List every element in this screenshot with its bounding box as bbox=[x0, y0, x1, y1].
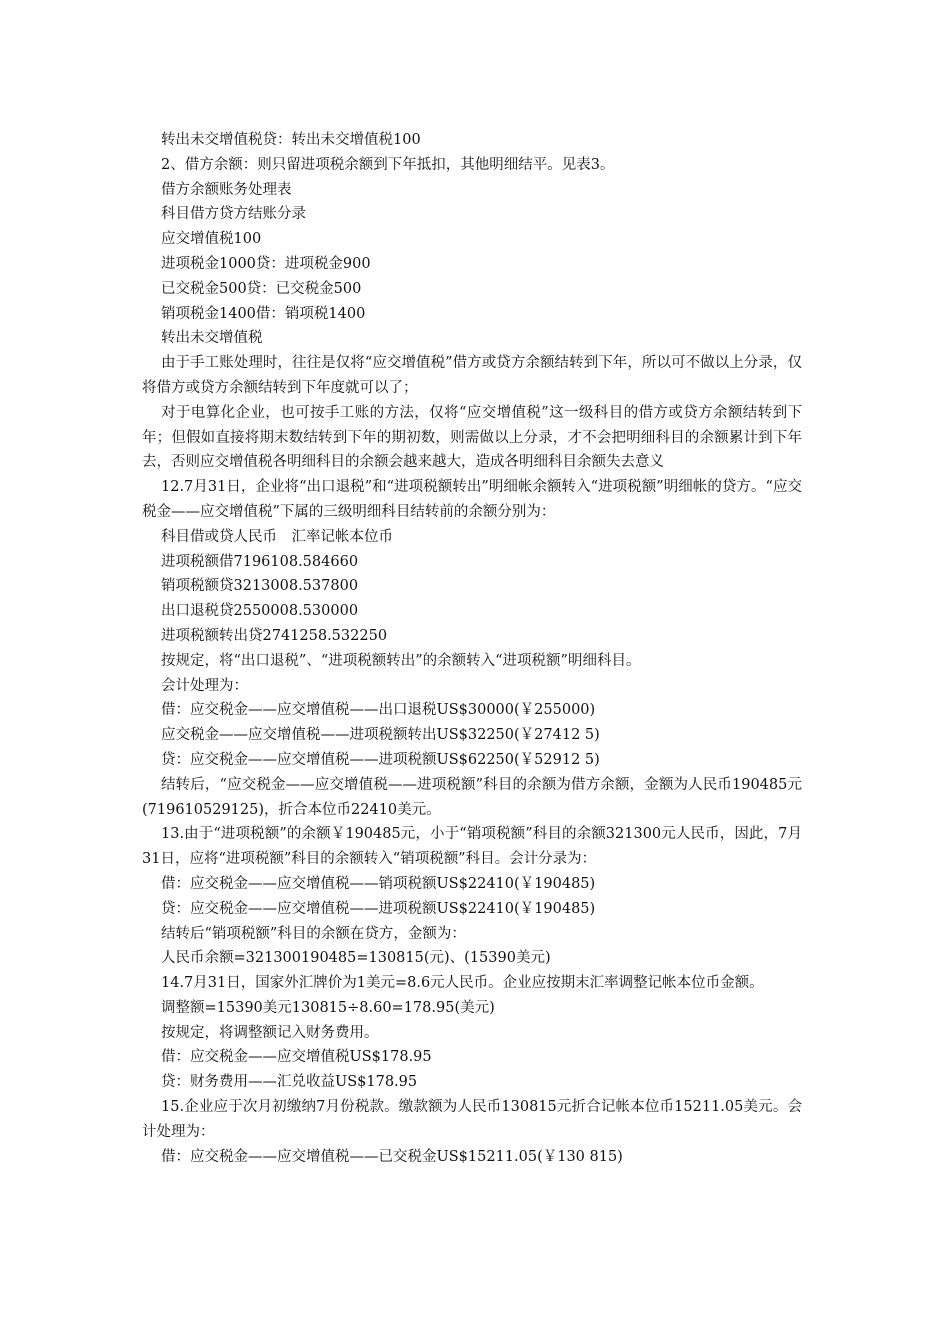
paragraph: 按规定，将调整额记入财务费用。 bbox=[161, 1024, 379, 1041]
paragraph: 借：应交税金——应交增值税US$178.95 bbox=[161, 1049, 432, 1066]
paragraph: 进项税额转出贷2741258.532250 bbox=[161, 627, 388, 644]
paragraph: 已交税金500贷：已交税金500 bbox=[161, 280, 362, 297]
paragraph: 会计处理为： bbox=[161, 677, 248, 694]
paragraph: 销项税金1400借：销项税1400 bbox=[161, 305, 366, 322]
paragraph: 进项税金1000贷：进项税金900 bbox=[161, 255, 371, 272]
paragraph: 出口退税贷2550008.530000 bbox=[161, 603, 359, 620]
paragraph: 应交税金——应交增值税——进项税额转出US$32250(￥27412 5) bbox=[161, 727, 600, 744]
paragraph: 应交增值税100 bbox=[161, 231, 262, 248]
paragraph: 由于手工账处理时，往往是仅将“应交增值税”借方或贷方余额结转到下年，所以可不做以上分录，仅将借方或贷方余额结转到下年度就可以了； bbox=[142, 355, 802, 396]
paragraph: 13.由于“进项税额”的余额￥190485元，小于“销项税额”科目的余额321300元人民币，因此，7月31日，应将“进项税额”科目的余额转入“销项税额”科目。会计分录为： bbox=[142, 826, 802, 868]
paragraph: 2、借方余额：则只留进项税余额到下年抵扣，其他明细结平。见表3。 bbox=[161, 156, 615, 173]
paragraph: 14.7月31日，国家外汇牌价为1美元=8.6元人民币。企业应按期末汇率调整记帐本位币金额。 bbox=[161, 975, 764, 992]
paragraph: 12.7月31日，企业将“出口退税”和“进项税额转出”明细帐余额转入“进项税额”明细帐的贷方。“应交税金——应交增值税”下属的三级明细科目结转前的余额分别为： bbox=[142, 479, 802, 520]
paragraph: 转出未交增值税 bbox=[161, 330, 263, 347]
paragraph: 结转后“销项税额”科目的余额在贷方，金额为： bbox=[161, 925, 466, 942]
paragraph: 贷：财务费用——汇兑收益US$178.95 bbox=[161, 1074, 418, 1091]
paragraph: 贷：应交税金——应交增值税——进项税额US$22410(￥190485) bbox=[161, 900, 596, 917]
paragraph: 转出未交增值税贷：转出未交增值税100 bbox=[161, 132, 421, 148]
paragraph: 销项税额贷3213008.537800 bbox=[161, 578, 359, 595]
paragraph: 15.企业应于次月初缴纳7月份税款。缴款额为人民币130815元折合记帐本位币15211.05美元。会计处理为： bbox=[142, 1099, 802, 1140]
paragraph: 按规定，将“出口退税”、“进项税额转出”的余额转入“进项税额”明细科目。 bbox=[161, 652, 641, 669]
paragraph: 借：应交税金——应交增值税——已交税金US$15211.05(￥130 815) bbox=[161, 1148, 623, 1165]
paragraph: 进项税额借7196108.584660 bbox=[161, 553, 359, 570]
paragraph: 调整额=15390美元130815÷8.60=178.95(美元) bbox=[161, 999, 495, 1016]
paragraph: 借方余额账务处理表 bbox=[161, 181, 292, 198]
paragraph: 科目借或贷人民币 汇率记帐本位币 bbox=[161, 528, 393, 545]
paragraph: 借：应交税金——应交增值税——销项税额US$22410(￥190485) bbox=[161, 875, 596, 892]
paragraph: 人民币余额=321300190485=130815(元)、(15390美元) bbox=[161, 950, 551, 967]
paragraph: 科目借方贷方结账分录 bbox=[161, 206, 306, 223]
paragraph: 借：应交税金——应交增值税——出口退税US$30000(￥255000) bbox=[161, 702, 596, 719]
paragraph: 对于电算化企业，也可按手工账的方法，仅将“应交增值税”这一级科目的借方或贷方余额结转到下年；但假如直接将期末数结转到下年的期初数，则需做以上分录，才不会把明细科目的余额累计到下年去，否则应交增值税各明细科目的余额会越来越大，造成各明细科目余额失去意义 bbox=[142, 404, 802, 471]
paragraph: 贷：应交税金——应交增值税——进项税额US$62250(￥52912 5) bbox=[161, 751, 600, 768]
document-body bbox=[142, 128, 802, 1169]
paragraph: 结转后，“应交税金——应交增值税——进项税额”科目的余额为借方余额，金额为人民币190485元(719610529125)，折合本位币22410美元。 bbox=[142, 776, 802, 818]
